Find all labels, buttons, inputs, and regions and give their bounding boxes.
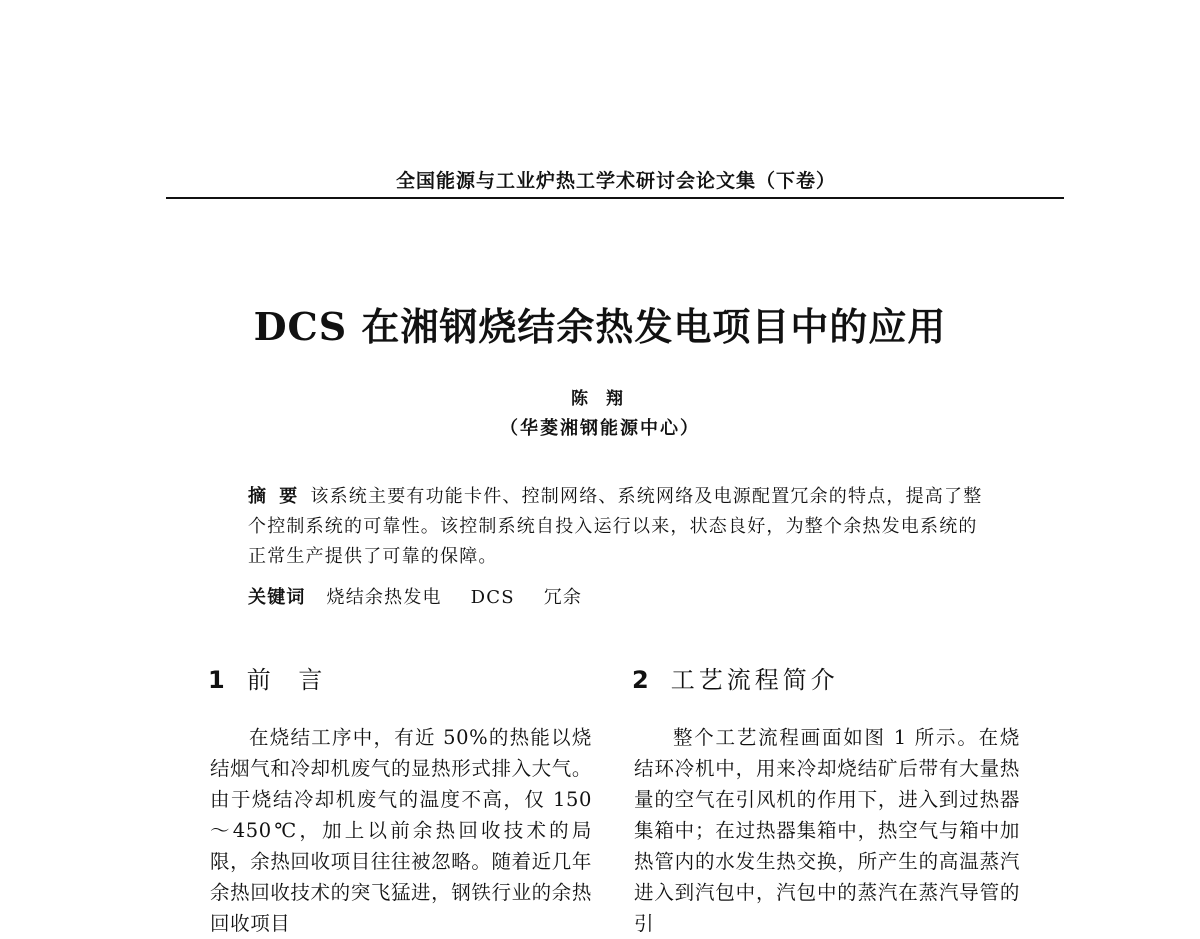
abstract [248,482,993,572]
section-body-introduction: 在烧结工序中，有近 50%的热能以烧结烟气和冷却机废气的显热形式排入大气。由于烧结冷却机废气的温度不高，仅 150～450℃，加上以前余热回收技术的局限，余热回收项目往往被忽略。随着近几年余热回收技术的突飞猛进，钢铁行业的余热回收项目 [210,726,592,935]
keywords-label: 关键词 [248,587,306,608]
header-rule [166,197,1064,199]
abstract-label [248,486,298,507]
keyword-item: DCS [470,587,515,608]
section-heading-introduction [208,660,332,695]
abstract-label-first: 摘 [248,486,268,507]
keyword-item: 烧结余热发电 [326,587,442,608]
paper-title: DCS 在湘钢烧结余热发电项目中的应用 [253,304,947,349]
keyword-item: 冗余 [543,587,583,608]
section-title: 前 言 [246,666,333,694]
section-number: 2 [632,666,651,694]
section-heading-process [632,660,839,695]
keywords [248,583,604,609]
section-body-process: 整个工艺流程画面如图 1 所示。在烧结环冷机中，用来冷却烧结矿后带有大量热量的空气在引风机的作用下，进入到过热器集箱中；在过热器集箱中，热空气与箱中加热管内的水发生热交换，所产生的高温蒸汽进入到汽包中，汽包中的蒸汽在蒸汽导管的引 [634,726,1020,935]
abstract-text: 该系统主要有功能卡件、控制网络、系统网络及电源配置冗余的特点，提高了整个控制系统的可靠性。该控制系统自投入运行以来，状态良好，为整个余热发电系统的正常生产提供了可靠的保障。 [248,486,983,567]
section-number: 1 [208,666,227,694]
abstract-label-second: 要 [279,486,299,507]
author-name: 陈 翔 [571,389,629,409]
author-affiliation: （华菱湘钢能源中心） [500,418,700,439]
running-header: 全国能源与工业炉热工学术研讨会论文集（下卷） [395,170,836,192]
section-title: 工艺流程简介 [670,666,839,694]
